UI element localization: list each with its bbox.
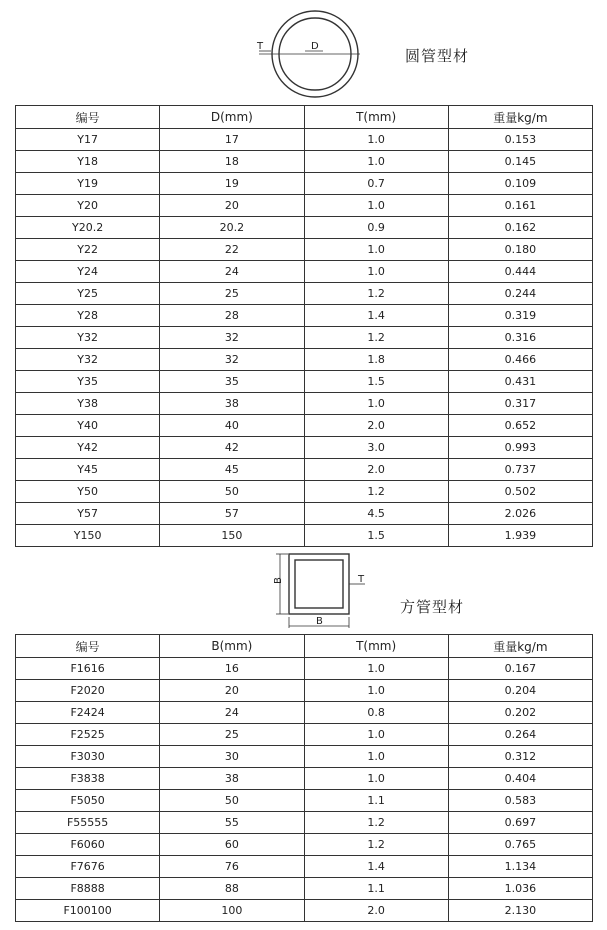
cell-weight: 0.652 xyxy=(448,415,592,437)
table-row xyxy=(16,349,593,371)
cell-thickness: 1.2 xyxy=(304,812,448,834)
cell-thickness: 0.7 xyxy=(304,173,448,195)
cell-thickness: 1.0 xyxy=(304,261,448,283)
header-weight: 重量kg/m xyxy=(448,106,592,129)
cell-thickness: 1.2 xyxy=(304,283,448,305)
cell-weight: 1.134 xyxy=(448,856,592,878)
cell-weight: 0.153 xyxy=(448,129,592,151)
cell-dimension: 150 xyxy=(160,525,304,547)
table-row xyxy=(16,856,593,878)
cell-thickness: 1.0 xyxy=(304,680,448,702)
table-row xyxy=(16,680,593,702)
cell-dimension: 50 xyxy=(160,481,304,503)
cell-thickness: 1.0 xyxy=(304,768,448,790)
cell-dimension: 24 xyxy=(160,261,304,283)
cell-dimension: 32 xyxy=(160,327,304,349)
cell-weight: 2.130 xyxy=(448,900,592,922)
cell-code: F2424 xyxy=(16,702,160,724)
header-weight: 重量kg/m xyxy=(448,635,592,658)
table-row xyxy=(16,415,593,437)
table-row xyxy=(16,327,593,349)
cell-weight: 0.202 xyxy=(448,702,592,724)
table-row xyxy=(16,790,593,812)
cell-code: F5050 xyxy=(16,790,160,812)
cell-weight: 0.583 xyxy=(448,790,592,812)
cell-code: Y40 xyxy=(16,415,160,437)
cell-dimension: 20 xyxy=(160,680,304,702)
table-row xyxy=(16,305,593,327)
square-diagram-t-label: T xyxy=(358,574,365,585)
cell-weight: 0.312 xyxy=(448,746,592,768)
cell-weight: 0.319 xyxy=(448,305,592,327)
table-header-row xyxy=(16,106,593,129)
cell-dimension: 50 xyxy=(160,790,304,812)
cell-thickness: 1.5 xyxy=(304,525,448,547)
cell-dimension: 35 xyxy=(160,371,304,393)
cell-weight: 0.180 xyxy=(448,239,592,261)
cell-code: Y19 xyxy=(16,173,160,195)
cell-weight: 0.162 xyxy=(448,217,592,239)
cell-thickness: 1.0 xyxy=(304,239,448,261)
cell-weight: 0.466 xyxy=(448,349,592,371)
cell-code: Y22 xyxy=(16,239,160,261)
cell-dimension: 20.2 xyxy=(160,217,304,239)
table-row xyxy=(16,768,593,790)
cell-dimension: 19 xyxy=(160,173,304,195)
cell-thickness: 1.0 xyxy=(304,724,448,746)
square-tube-diagram xyxy=(265,548,375,630)
round-tube-table xyxy=(15,105,593,547)
cell-code: Y25 xyxy=(16,283,160,305)
square-diagram-b-side-label: B xyxy=(273,577,284,584)
cell-weight: 0.145 xyxy=(448,151,592,173)
cell-dimension: 60 xyxy=(160,834,304,856)
cell-code: F6060 xyxy=(16,834,160,856)
table-row xyxy=(16,702,593,724)
table-row xyxy=(16,724,593,746)
table-row xyxy=(16,261,593,283)
cell-code: Y45 xyxy=(16,459,160,481)
cell-thickness: 1.4 xyxy=(304,856,448,878)
header-thickness: T(mm) xyxy=(304,635,448,658)
square-tube-table xyxy=(15,634,593,922)
table-row xyxy=(16,195,593,217)
cell-dimension: 32 xyxy=(160,349,304,371)
cell-dimension: 38 xyxy=(160,768,304,790)
cell-thickness: 1.5 xyxy=(304,371,448,393)
cell-weight: 0.993 xyxy=(448,437,592,459)
table-header-row xyxy=(16,635,593,658)
square-section-title: 方管型材 xyxy=(400,598,465,616)
cell-code: Y20 xyxy=(16,195,160,217)
cell-thickness: 2.0 xyxy=(304,415,448,437)
cell-dimension: 17 xyxy=(160,129,304,151)
cell-code: F3838 xyxy=(16,768,160,790)
table-row xyxy=(16,459,593,481)
table-row xyxy=(16,283,593,305)
cell-code: F2020 xyxy=(16,680,160,702)
table-row xyxy=(16,658,593,680)
cell-weight: 1.036 xyxy=(448,878,592,900)
cell-dimension: 40 xyxy=(160,415,304,437)
table-row xyxy=(16,812,593,834)
cell-thickness: 1.8 xyxy=(304,349,448,371)
cell-dimension: 28 xyxy=(160,305,304,327)
cell-code: Y18 xyxy=(16,151,160,173)
cell-weight: 0.737 xyxy=(448,459,592,481)
table-row xyxy=(16,878,593,900)
cell-thickness: 1.0 xyxy=(304,129,448,151)
cell-dimension: 25 xyxy=(160,283,304,305)
cell-code: F55555 xyxy=(16,812,160,834)
cell-thickness: 4.5 xyxy=(304,503,448,525)
cell-dimension: 25 xyxy=(160,724,304,746)
cell-dimension: 22 xyxy=(160,239,304,261)
cell-dimension: 42 xyxy=(160,437,304,459)
cell-thickness: 1.2 xyxy=(304,327,448,349)
cell-weight: 0.404 xyxy=(448,768,592,790)
cell-weight: 0.161 xyxy=(448,195,592,217)
table-row xyxy=(16,173,593,195)
cell-thickness: 0.8 xyxy=(304,702,448,724)
cell-thickness: 1.2 xyxy=(304,834,448,856)
cell-weight: 0.697 xyxy=(448,812,592,834)
header-code: 编号 xyxy=(16,106,160,129)
cell-weight: 0.765 xyxy=(448,834,592,856)
cell-weight: 0.431 xyxy=(448,371,592,393)
square-diagram-b-bottom-label: B xyxy=(316,616,323,627)
cell-thickness: 2.0 xyxy=(304,459,448,481)
cell-weight: 0.167 xyxy=(448,658,592,680)
cell-dimension: 20 xyxy=(160,195,304,217)
cell-code: Y28 xyxy=(16,305,160,327)
header-side: B(mm) xyxy=(160,635,304,658)
cell-thickness: 3.0 xyxy=(304,437,448,459)
table-row xyxy=(16,503,593,525)
cell-weight: 0.316 xyxy=(448,327,592,349)
cell-code: Y17 xyxy=(16,129,160,151)
cell-thickness: 1.0 xyxy=(304,151,448,173)
round-tube-diagram xyxy=(255,8,365,100)
cell-thickness: 0.9 xyxy=(304,217,448,239)
table-row xyxy=(16,481,593,503)
table-row xyxy=(16,129,593,151)
cell-weight: 0.109 xyxy=(448,173,592,195)
table-row xyxy=(16,371,593,393)
cell-weight: 0.264 xyxy=(448,724,592,746)
cell-code: Y20.2 xyxy=(16,217,160,239)
table-row xyxy=(16,151,593,173)
cell-thickness: 1.0 xyxy=(304,195,448,217)
cell-weight: 0.244 xyxy=(448,283,592,305)
round-section-title: 圆管型材 xyxy=(405,47,470,65)
cell-thickness: 1.2 xyxy=(304,481,448,503)
table-row xyxy=(16,437,593,459)
header-thickness: T(mm) xyxy=(304,106,448,129)
cell-thickness: 2.0 xyxy=(304,900,448,922)
cell-code: F1616 xyxy=(16,658,160,680)
cell-dimension: 100 xyxy=(160,900,304,922)
cell-code: Y32 xyxy=(16,327,160,349)
table-row xyxy=(16,393,593,415)
cell-dimension: 55 xyxy=(160,812,304,834)
round-diagram-d-label: D xyxy=(311,41,319,52)
cell-thickness: 1.1 xyxy=(304,878,448,900)
cell-code: F8888 xyxy=(16,878,160,900)
cell-dimension: 45 xyxy=(160,459,304,481)
cell-dimension: 30 xyxy=(160,746,304,768)
table-row xyxy=(16,746,593,768)
cell-dimension: 57 xyxy=(160,503,304,525)
cell-weight: 0.502 xyxy=(448,481,592,503)
cell-weight: 2.026 xyxy=(448,503,592,525)
header-diameter: D(mm) xyxy=(160,106,304,129)
header-code: 编号 xyxy=(16,635,160,658)
cell-code: Y24 xyxy=(16,261,160,283)
table-row xyxy=(16,834,593,856)
cell-thickness: 1.0 xyxy=(304,746,448,768)
cell-code: F100100 xyxy=(16,900,160,922)
round-diagram-t-label: T xyxy=(257,41,264,52)
cell-thickness: 1.0 xyxy=(304,658,448,680)
cell-weight: 0.204 xyxy=(448,680,592,702)
cell-code: Y150 xyxy=(16,525,160,547)
cell-code: Y38 xyxy=(16,393,160,415)
cell-dimension: 24 xyxy=(160,702,304,724)
cell-code: F7676 xyxy=(16,856,160,878)
cell-weight: 1.939 xyxy=(448,525,592,547)
cell-code: F2525 xyxy=(16,724,160,746)
cell-thickness: 1.4 xyxy=(304,305,448,327)
cell-dimension: 76 xyxy=(160,856,304,878)
cell-code: Y50 xyxy=(16,481,160,503)
cell-dimension: 16 xyxy=(160,658,304,680)
cell-code: Y32 xyxy=(16,349,160,371)
cell-code: Y35 xyxy=(16,371,160,393)
table-row xyxy=(16,239,593,261)
cell-dimension: 18 xyxy=(160,151,304,173)
table-row xyxy=(16,900,593,922)
cell-dimension: 88 xyxy=(160,878,304,900)
cell-code: Y57 xyxy=(16,503,160,525)
table-row xyxy=(16,217,593,239)
cell-weight: 0.317 xyxy=(448,393,592,415)
cell-thickness: 1.0 xyxy=(304,393,448,415)
cell-code: F3030 xyxy=(16,746,160,768)
cell-code: Y42 xyxy=(16,437,160,459)
cell-dimension: 38 xyxy=(160,393,304,415)
table-row xyxy=(16,525,593,547)
cell-weight: 0.444 xyxy=(448,261,592,283)
cell-thickness: 1.1 xyxy=(304,790,448,812)
